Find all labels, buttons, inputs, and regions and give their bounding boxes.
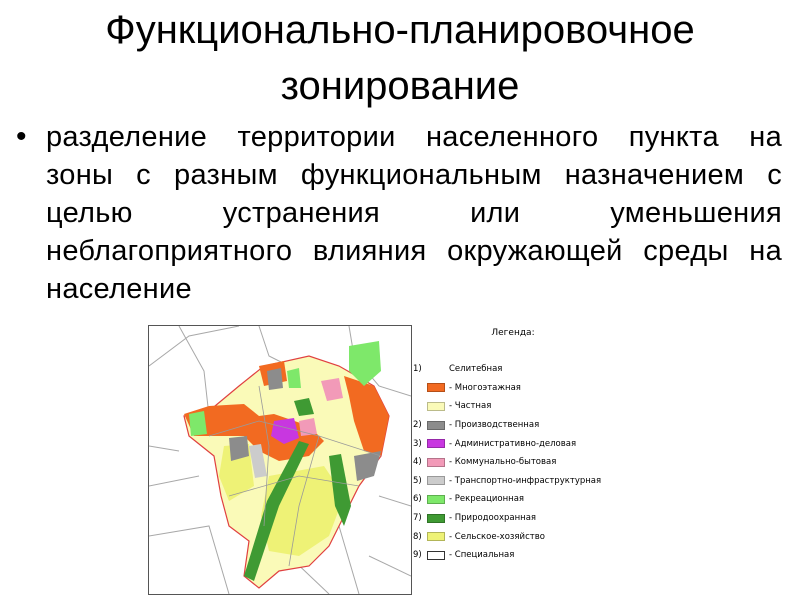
legend-item-number: 1)	[413, 364, 422, 375]
zone-industrial-3	[267, 368, 283, 390]
legend-item-number: 8)	[413, 531, 422, 542]
legend-item	[413, 379, 613, 398]
legend-item-label: - Частная	[449, 401, 492, 412]
legend-title: Легенда:	[491, 328, 535, 338]
zone-industrial-2	[354, 451, 381, 481]
legend-item-number: 9)	[413, 550, 422, 561]
legend-item-label: - Административно-деловая	[449, 438, 577, 449]
legend-item-label: - Природоохранная	[449, 513, 537, 524]
legend-item-label: - Коммунально-бытовая	[449, 457, 557, 468]
legend-item-number: 5)	[413, 475, 422, 486]
zoning-map	[148, 325, 412, 595]
legend-item-number: 3)	[413, 438, 422, 449]
legend-swatch-icon	[427, 458, 445, 467]
legend-item	[413, 472, 613, 491]
legend-item	[413, 416, 613, 435]
legend-swatch-icon	[427, 495, 445, 504]
legend-item	[413, 490, 613, 509]
legend-item-label: - Рекреационная	[449, 494, 525, 505]
legend-item-label: - Сельское-хозяйство	[449, 531, 545, 542]
definition-bullet	[12, 118, 782, 308]
legend-item	[413, 527, 613, 546]
legend-swatch-icon	[427, 551, 445, 560]
legend-swatch-icon	[427, 402, 445, 411]
slide-title-line1: Функционально-планировочное	[105, 8, 695, 52]
zone-recreation-1	[189, 411, 207, 436]
legend-swatch-icon	[427, 476, 445, 485]
legend-swatch-icon	[427, 383, 445, 392]
legend-swatch-icon	[427, 421, 445, 430]
legend-swatch-icon	[427, 532, 445, 541]
bullet-dot-icon: •	[16, 120, 27, 153]
legend-item	[413, 360, 613, 379]
legend-item-number: 2)	[413, 420, 422, 431]
legend-item	[413, 397, 613, 416]
legend-rows	[413, 360, 613, 565]
legend-item-number: 7)	[413, 513, 422, 524]
slide-title-line2: зонирование	[280, 64, 520, 108]
legend-item-label: - Производственная	[449, 420, 540, 431]
legend-item	[413, 546, 613, 565]
zoning-map-drawing	[149, 326, 411, 594]
legend-item-number: 4)	[413, 457, 422, 468]
definition-text: разделение территории населенного пункта на зоны с разным функциональным назначением с целью устранения или уменьшения неблагоприятного влияния окружающей среды на население	[46, 121, 782, 305]
map-legend	[413, 328, 613, 565]
legend-item-label: - Многоэтажная	[449, 382, 521, 393]
legend-item	[413, 509, 613, 528]
legend-item-label: Селитебная	[449, 364, 503, 375]
legend-item-number: 6)	[413, 494, 422, 505]
zone-recreation-3	[287, 368, 301, 388]
legend-item	[413, 434, 613, 453]
legend-item	[413, 453, 613, 472]
legend-item-label: - Специальная	[449, 550, 515, 561]
legend-item-label: - Транспортно-инфраструктурная	[449, 475, 602, 486]
legend-swatch-icon	[427, 439, 445, 448]
slide-title	[0, 0, 800, 114]
legend-swatch-icon	[427, 514, 445, 523]
